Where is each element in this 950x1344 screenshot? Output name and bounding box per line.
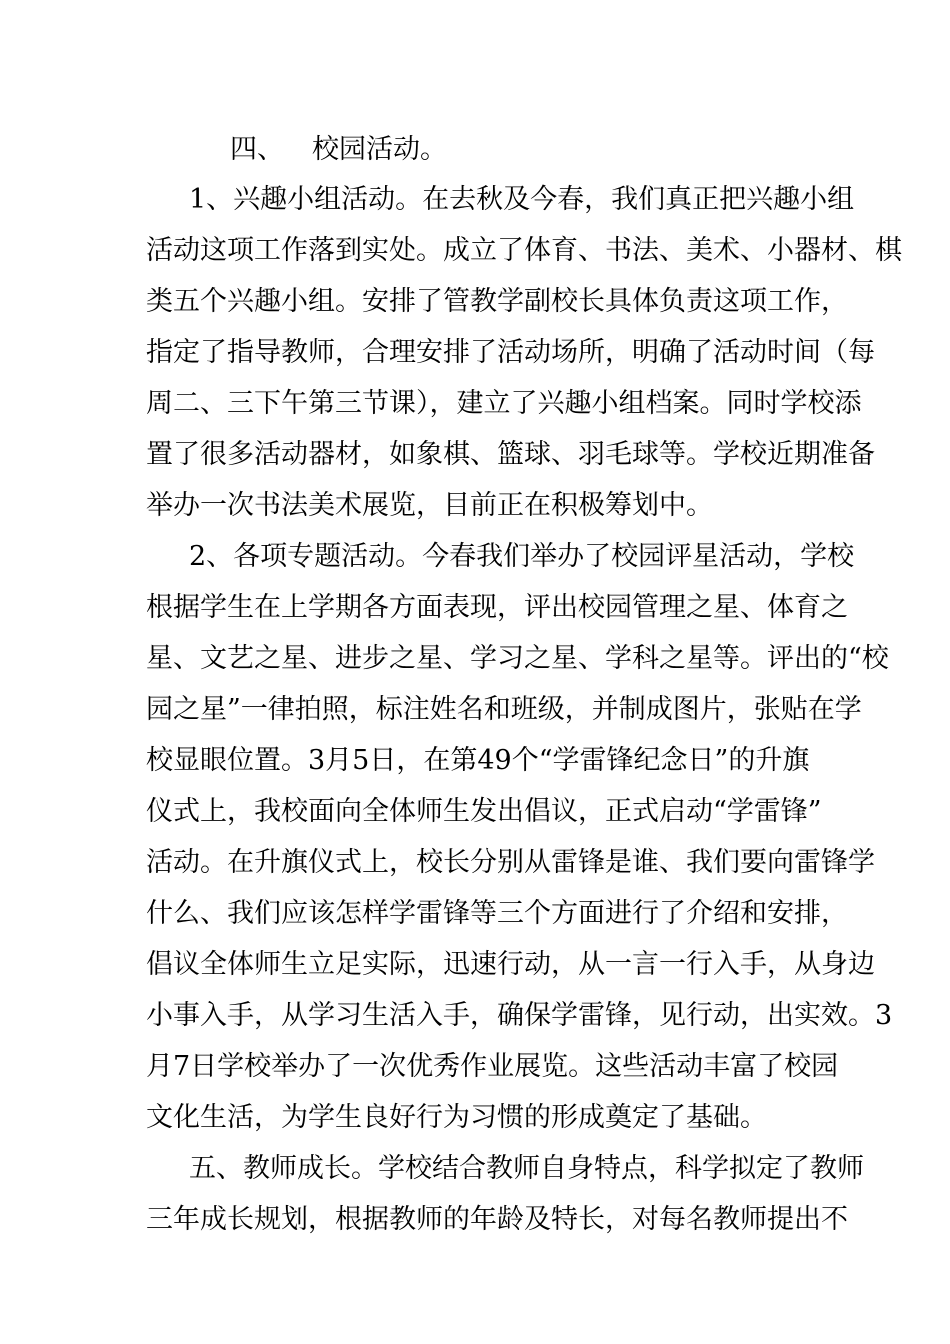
text-line: 什么、我们应该怎样学雷锋等三个方面进行了介绍和安排， [146, 898, 848, 929]
text-line: 2、各项专题活动。今春我们举办了校园评星活动，学校 [189, 541, 855, 572]
text-line: 根据学生在上学期各方面表现，评出校园管理之星、体育之 [146, 592, 848, 623]
text-line: 活动。在升旗仪式上，校长分别从雷锋是谁、我们要向雷锋学 [146, 847, 875, 878]
text-line: 文化生活，为学生良好行为习惯的形成奠定了基础。 [146, 1102, 767, 1133]
text-line: 星、文艺之星、进步之星、学习之星、学科之星等。评出的“校 [146, 643, 889, 674]
text-line: 1、兴趣小组活动。在去秋及今春，我们真正把兴趣小组 [189, 184, 855, 215]
section-title: 校园活动。 [312, 134, 447, 165]
text-line: 周二、三下午第三节课），建立了兴趣小组档案。同时学校添 [146, 388, 862, 419]
text-line: 指定了指导教师，合理安排了活动场所，明确了活动时间（每 [146, 337, 875, 368]
text-line: 活动这项工作落到实处。成立了体育、书法、美术、小器材、棋 [146, 235, 902, 266]
text-line: 小事入手，从学习生活入手，确保学雷锋，见行动，出实效。3 [146, 1000, 893, 1031]
text-line: 类五个兴趣小组。安排了管教学副校长具体负责这项工作， [146, 286, 848, 317]
text-line: 园之星”一律拍照，标注姓名和班级，并制成图片，张贴在学 [146, 694, 862, 725]
section-number: 四、 [230, 134, 284, 165]
text-line: 月7日学校举办了一次优秀作业展览。这些活动丰富了校园 [146, 1051, 839, 1082]
text-line: 仪式上，我校面向全体师生发出倡议，正式启动“学雷锋” [146, 796, 822, 827]
body-text [146, 174, 902, 1245]
text-line: 五、教师成长。学校结合教师自身特点，科学拟定了教师 [189, 1153, 864, 1184]
text-line: 举办一次书法美术展览，目前正在积极筹划中。 [146, 490, 713, 521]
text-line: 倡议全体师生立足实际，迅速行动，从一言一行入手，从身边 [146, 949, 875, 980]
text-line: 校显眼位置。3月5日，在第49个“学雷锋纪念日”的升旗 [146, 745, 810, 776]
text-line: 置了很多活动器材，如象棋、篮球、羽毛球等。学校近期准备 [146, 439, 875, 470]
section-heading [230, 128, 447, 172]
text-line: 三年成长规划，根据教师的年龄及特长，对每名教师提出不 [146, 1204, 848, 1235]
